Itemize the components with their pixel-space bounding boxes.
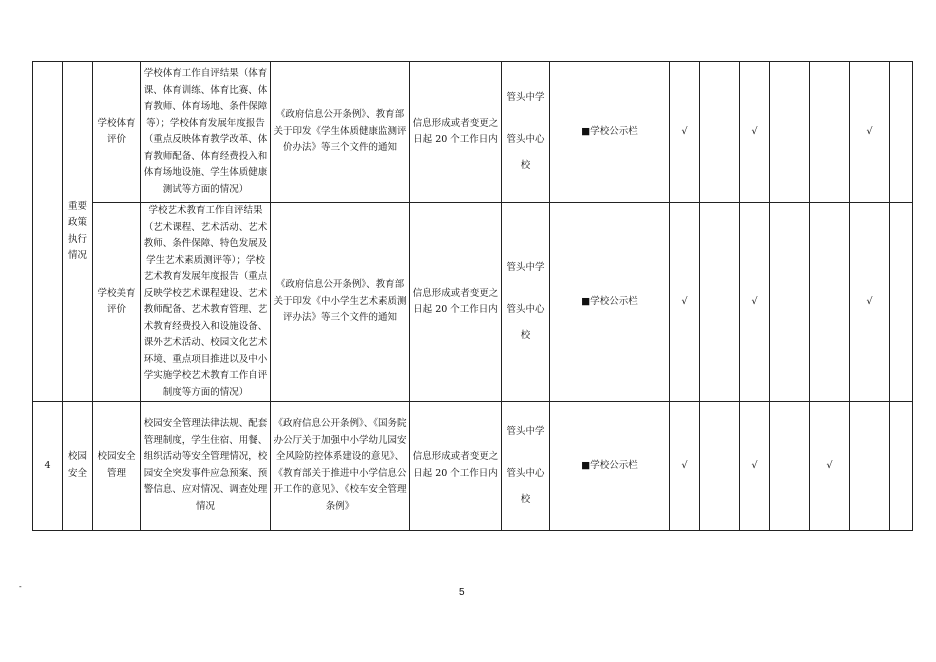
check-cell: √ [670,203,700,402]
content-cell: 校园安全管理法律法规、配套管理制度，学生住宿、用餐、组织活动等安全管理情况，校园安全突发事件应急预案、预警信息、应对情况、调查处理情况 [141,402,271,531]
row-number-cell: 4 [33,402,63,531]
content-cell: 学校体育工作自评结果（体育课、体育训练、体育比赛、体育教师、体育场地、条件保障等）；学校体育发展年度报告（重点反映体育教学改革、体育教师配备、体育经费投入和体育场地设施、学生体质健康测试等方面的情况） [141,62,271,203]
basis-cell: 《政府信息公开条例》、教育部关于印发《学生体质健康监测评价办法》等三个文件的通知 [271,62,410,203]
empty-cell [890,62,913,203]
unit-name: 管头中学 [506,91,545,103]
basis-cell: 《政府信息公开条例》、《国务院办公厅关于加强中小学幼儿园安全风险防控体系建设的意见》、《教育部关于推进中小学信息公开工作的意见》、《校车安全管理条例》 [271,402,410,531]
table-row [33,203,913,402]
check-cell [770,203,810,402]
deadline-cell: 信息形成或者变更之日起 20 个工作日内 [410,402,502,531]
unit-name: 管头中心校 [506,304,545,342]
check-cell: √ [670,402,700,531]
check-cell [700,62,740,203]
check-cell: √ [740,62,770,203]
deadline-cell: 信息形成或者变更之日起 20 个工作日内 [410,203,502,402]
channel-cell: ■学校公示栏 [550,203,670,402]
unit-name: 管头中心校 [506,134,545,172]
check-cell: √ [810,402,850,531]
footer-mark: - [19,582,22,591]
item-cell: 校园安全 管理 [93,402,141,531]
unit-cell [502,62,550,203]
basis-cell: 《政府信息公开条例》、教育部关于印发《中小学生艺术素质测评办法》等三个文件的通知 [271,203,410,402]
unit-cell [502,402,550,531]
check-cell: √ [740,402,770,531]
category-cell: 校园 安全 [63,402,93,531]
empty-cell [890,203,913,402]
check-cell: √ [740,203,770,402]
table-row [33,62,913,203]
unit-name: 管头中心校 [506,468,545,505]
item-cell: 学校体育 评价 [93,62,141,203]
check-cell [810,203,850,402]
check-cell [770,62,810,203]
unit-name: 管头中学 [506,261,545,273]
check-cell: √ [850,62,890,203]
check-cell [700,203,740,402]
check-cell [700,402,740,531]
check-cell [770,402,810,531]
row-number-cell [33,62,63,402]
category-cell: 重要 政策 执行 情况 [63,62,93,402]
channel-cell: ■学校公示栏 [550,62,670,203]
disclosure-table [32,61,913,531]
item-cell: 学校美育 评价 [93,203,141,402]
check-cell [850,402,890,531]
empty-cell [890,402,913,531]
unit-cell [502,203,550,402]
table-row [33,402,913,531]
content-cell: 学校艺术教育工作自评结果（艺术课程、艺术活动、艺术教师、条件保障、特色发展及学生艺术素质测评等）；学校艺术教育发展年度报告（重点反映学校艺术课程建设、艺术教师配备、艺术教育管理、艺术教育经费投入和设施设备、课外艺术活动、校园文化艺术环境、重点项目推进以及中小学实施学校艺术教育工作自评制度等方面的情况） [141,203,271,402]
check-cell [810,62,850,203]
deadline-cell: 信息形成或者变更之日起 20 个工作日内 [410,62,502,203]
check-cell: √ [850,203,890,402]
check-cell: √ [670,62,700,203]
channel-cell: ■学校公示栏 [550,402,670,531]
unit-name: 管头中学 [506,425,545,437]
page-number: 5 [459,587,465,598]
